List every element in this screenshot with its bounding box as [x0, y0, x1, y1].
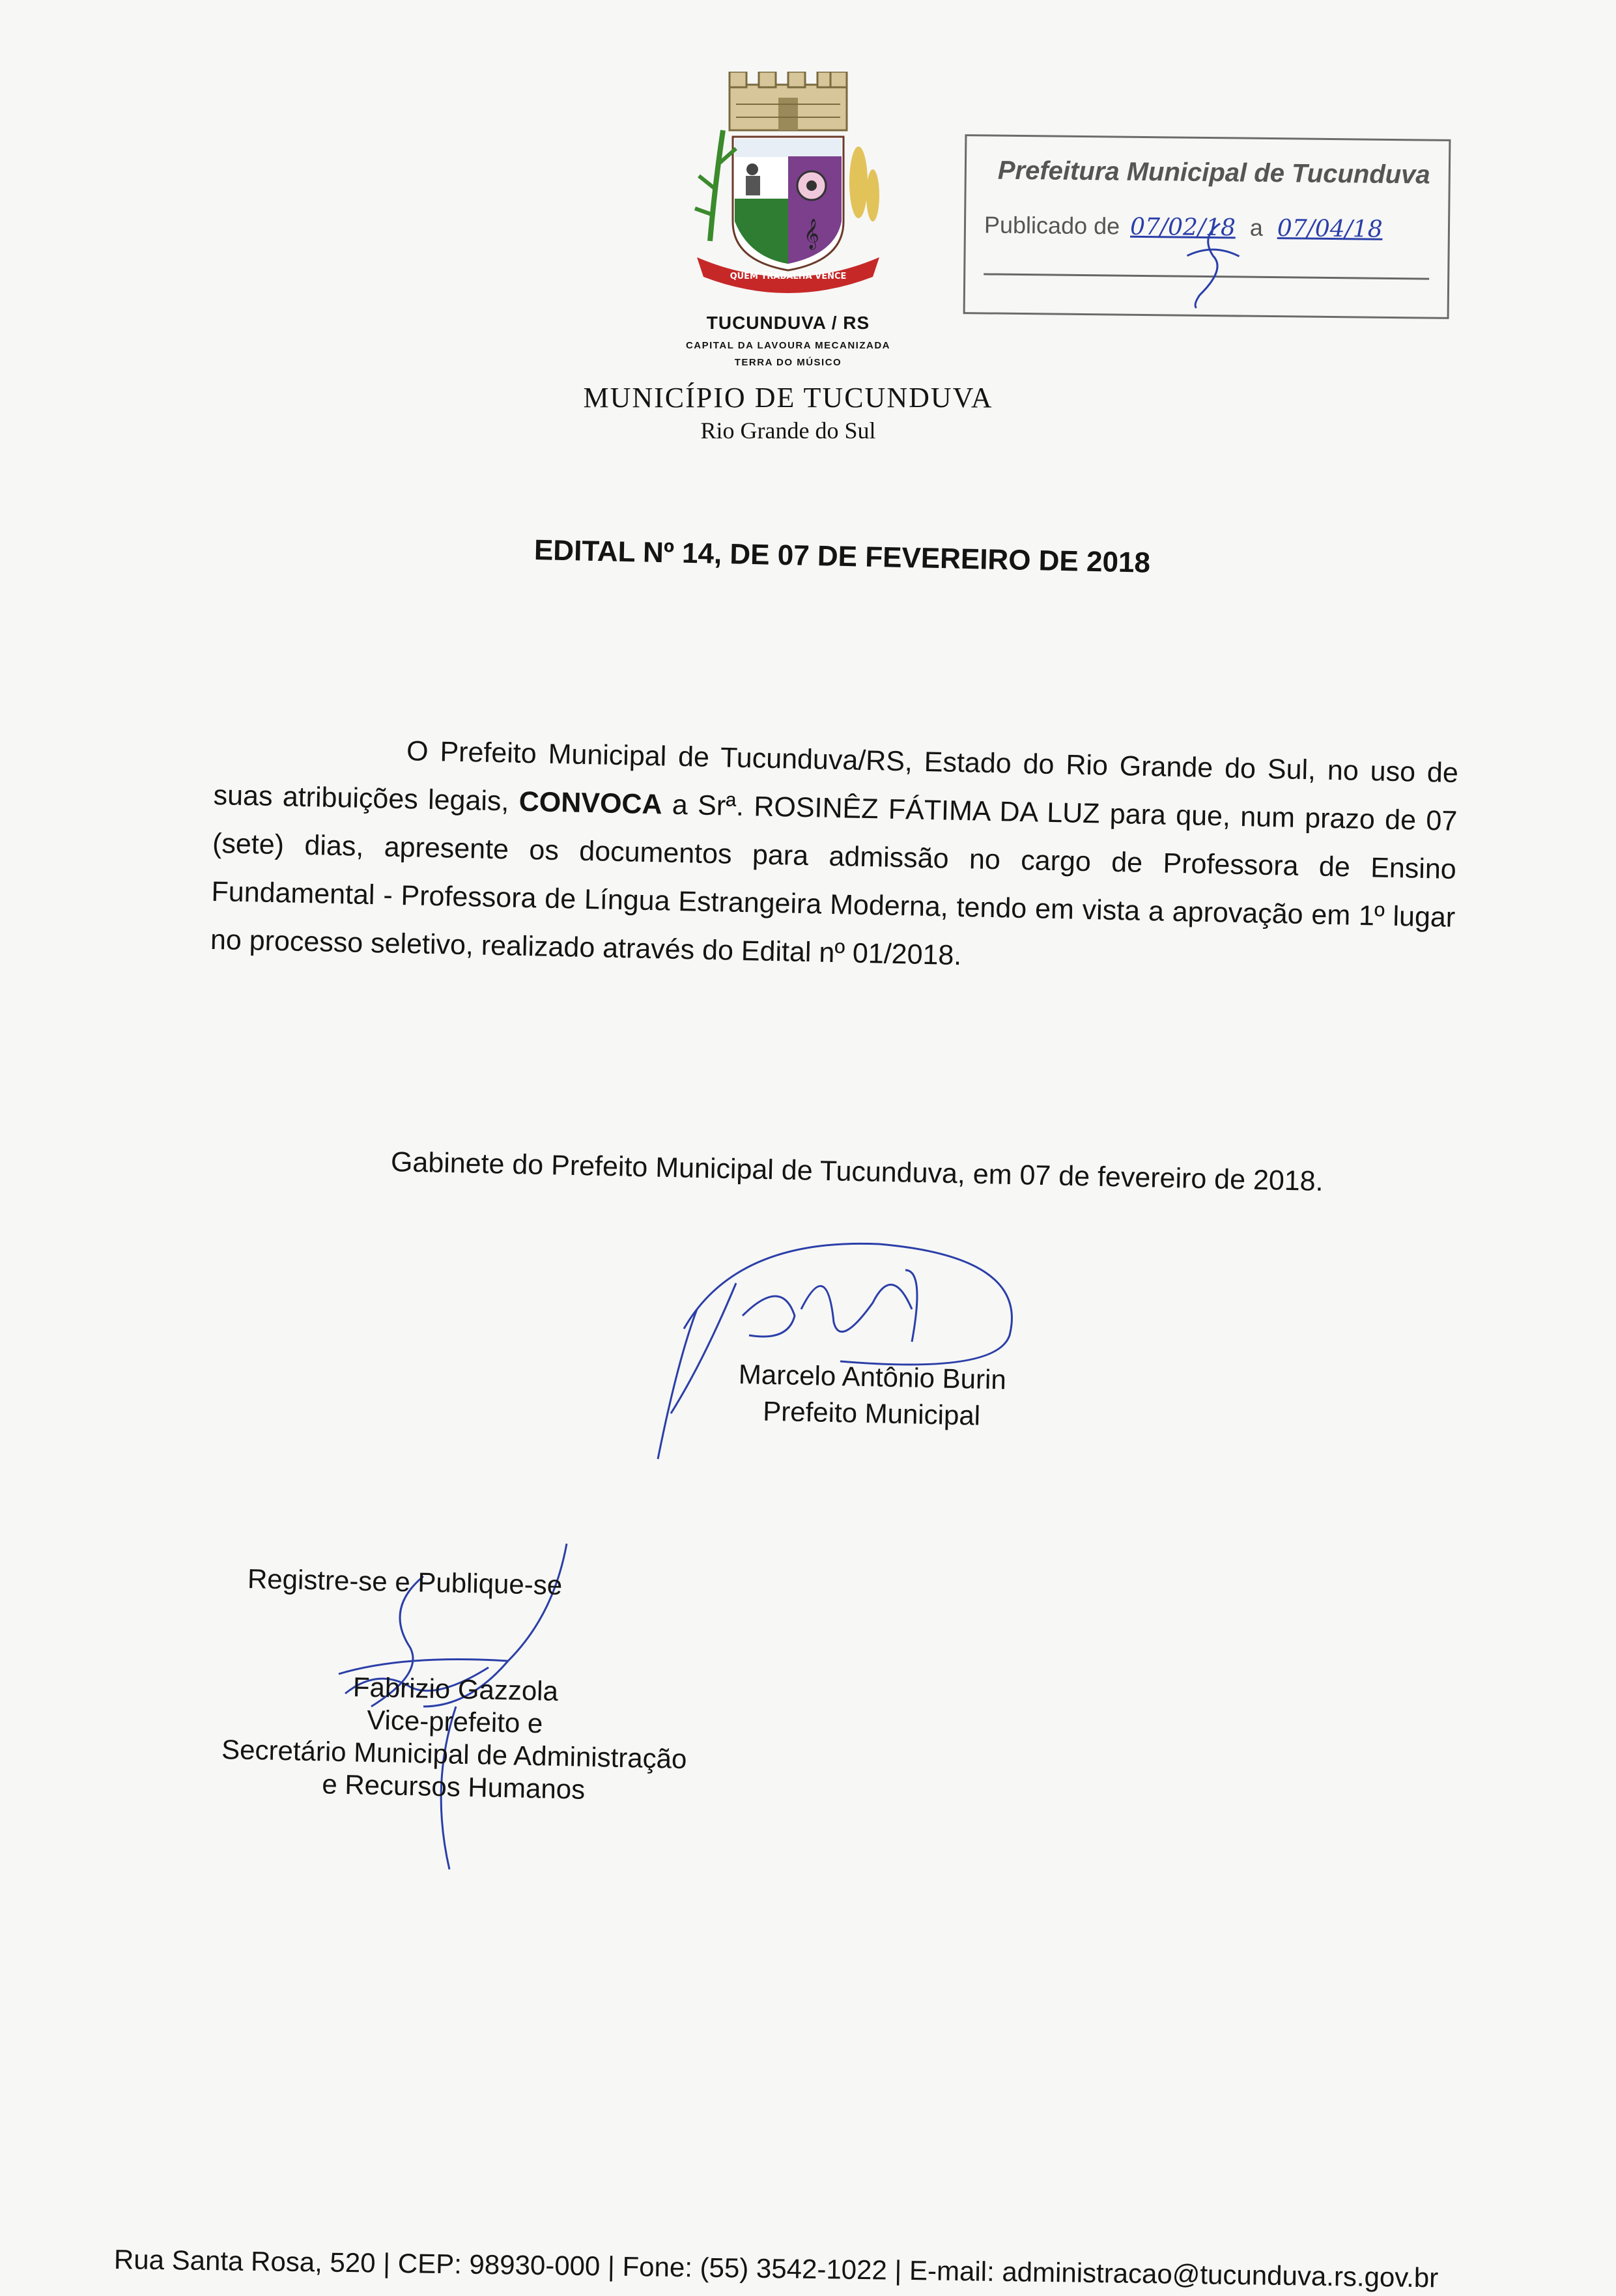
stamp-initials-signature	[1174, 216, 1253, 315]
city-motto-line1: CAPITAL DA LAVOURA MECANIZADA	[685, 340, 891, 351]
stamp-published-label: Publicado de	[984, 211, 1120, 240]
stamp-published-to: 07/04/18	[1277, 215, 1383, 243]
document-body	[210, 723, 1458, 990]
stamp-published-from: 07/02/18	[1129, 213, 1236, 242]
mayor-name: Marcelo Antônio Burin	[738, 1358, 1007, 1395]
body-paragraph	[210, 723, 1458, 990]
vice-role-line3: e Recursos Humanos	[321, 1768, 586, 1805]
estado-heading: Rio Grande do Sul	[700, 418, 876, 444]
municipio-heading: MUNICÍPIO DE TUCUNDUVA	[583, 382, 993, 414]
closing-line: Gabinete do Prefeito Municipal de Tucunduva, em 07 de fevereiro de 2018.	[390, 1146, 1324, 1197]
mayor-signature-block	[676, 1355, 1068, 1436]
vice-role-line2: Secretário Municipal de Administração	[221, 1734, 687, 1775]
document-title: EDITAL Nº 14, DE 07 DE FEVEREIRO DE 2018	[533, 534, 1151, 579]
municipal-crest-logo	[684, 72, 892, 306]
city-title: TUCUNDUVA / RS	[706, 313, 870, 333]
svg-text:𝄞: 𝄞	[804, 219, 819, 249]
footer-contact: Rua Santa Rosa, 520 | CEP: 98930-000 | Fone: (55) 3542-1022 | E-mail: administracao@tucunduva.rs.gov.br	[113, 2244, 1439, 2293]
stamp-to-label: a	[1249, 214, 1264, 241]
body-bold-convoca: CONVOCA	[518, 786, 663, 821]
city-motto-line2: TERRA DO MÚSICO	[734, 357, 842, 368]
vice-role-line1: Vice-prefeito e	[366, 1704, 543, 1739]
body-part2: a Srª. ROSINÊZ FÁTIMA DA LUZ para que, num prazo de 07 (sete) dias, apresente os documentos para admissão no cargo de Professora de Ensino Fundamental - Professora de Língua Estrangeira Moderna, tendo em vista a aprovação em 1º lugar no processo seletivo, realizado através do Edital nº 01/2018.	[210, 789, 1458, 972]
vice-name: Fabrizio Gazzola	[352, 1671, 559, 1707]
body-part1: O Prefeito Municipal de Tucunduva/RS, Estado do Rio Grande do Sul, no uso de suas atribuições legais,	[213, 735, 1459, 817]
city-header	[586, 313, 990, 371]
publication-stamp	[963, 134, 1451, 319]
mayor-role: Prefeito Municipal	[762, 1395, 981, 1431]
stamp-title: Prefeitura Municipal de Tucunduva	[997, 156, 1430, 190]
crest-banner-text: QUEM TRABALHA VENCE	[730, 272, 847, 281]
vice-signature-block	[186, 1667, 723, 1809]
register-publish-line: Registre-se e Publique-se	[247, 1563, 563, 1601]
